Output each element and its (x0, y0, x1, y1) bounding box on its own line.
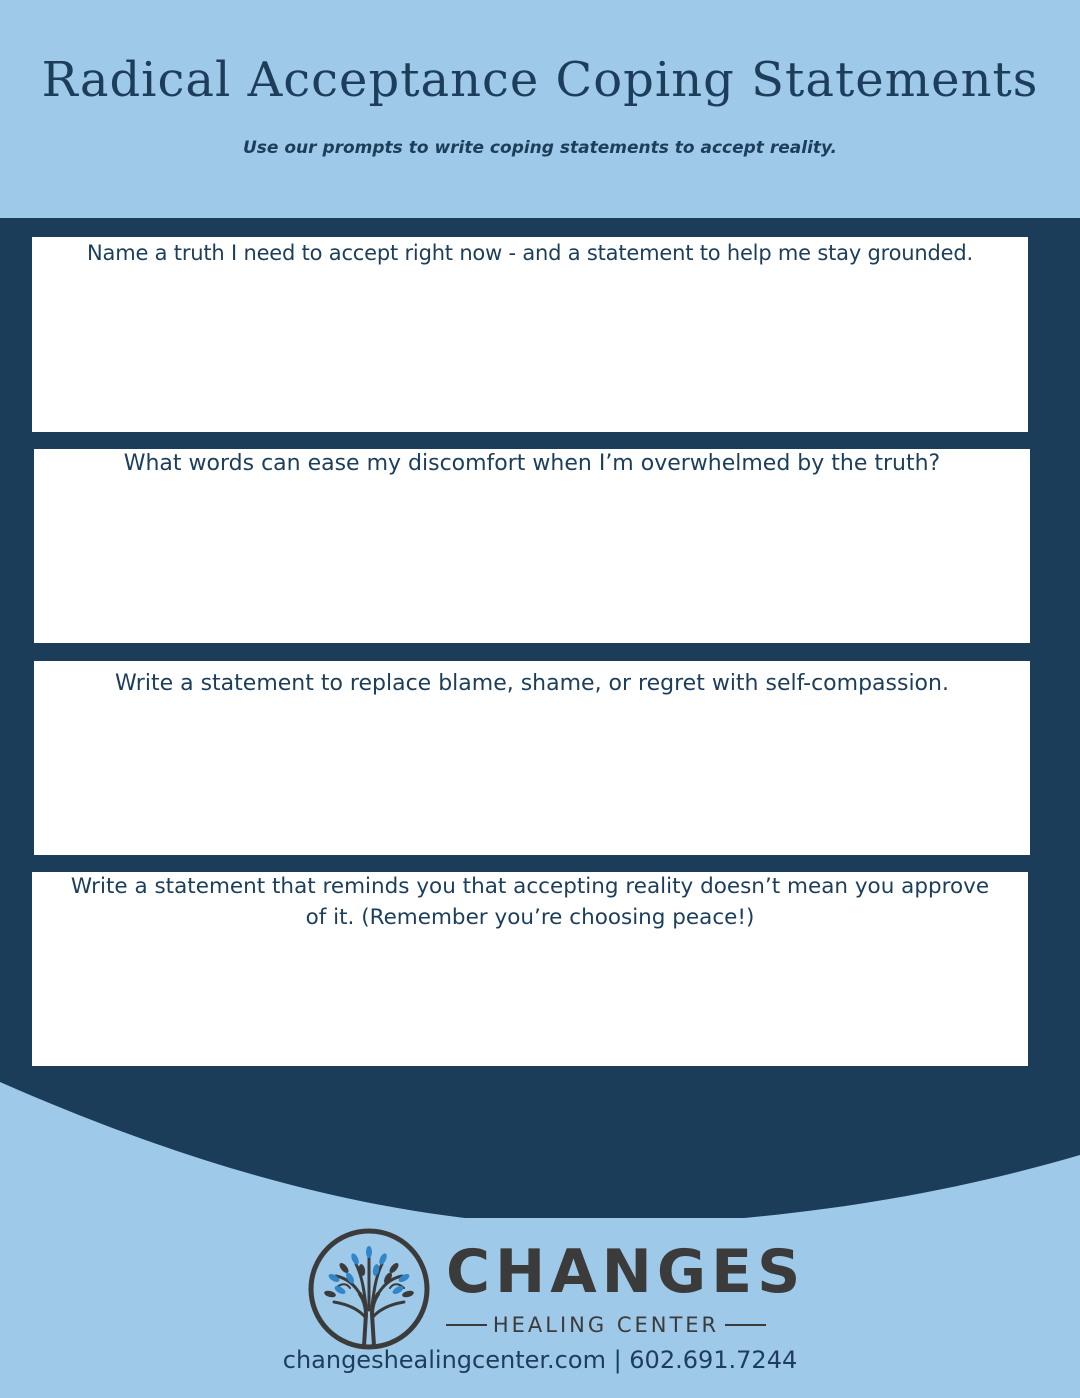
page-subtitle: Use our prompts to write coping statements to accept reality. (242, 138, 837, 158)
header-band (0, 0, 1080, 218)
logo-subtitle (446, 1310, 766, 1340)
contact-info: changeshealingcenter.com | 602.691.7244 (282, 1346, 798, 1374)
prompt-text-1: Name a truth I need to accept right now - and a statement to help me stay grounded. (87, 241, 973, 265)
prompt-box-3[interactable] (34, 661, 1030, 855)
prompt-box-1[interactable] (32, 237, 1028, 432)
tree-circle-logo-icon (306, 1226, 432, 1352)
page-title: Radical Acceptance Coping Statements (41, 52, 1039, 108)
logo-rule-left (446, 1324, 487, 1326)
prompt-box-4[interactable] (32, 872, 1028, 1066)
prompt-text-3: Write a statement to replace blame, shame, or regret with self-compassion. (115, 671, 949, 696)
prompt-text-2: What words can ease my discomfort when I’m overwhelmed by the truth? (123, 451, 941, 476)
logo-subtitle-text: HEALING CENTER (492, 1313, 720, 1337)
prompt-text-4-line-2: of it. (Remember you’re choosing peace!) (305, 905, 755, 930)
prompt-text-4-line-1: Write a statement that reminds you that accepting reality doesn’t mean you approve (70, 874, 990, 899)
prompt-box-2[interactable] (34, 449, 1030, 643)
logo-rule-right (725, 1324, 766, 1326)
logo-name: CHANGES (446, 1237, 806, 1307)
